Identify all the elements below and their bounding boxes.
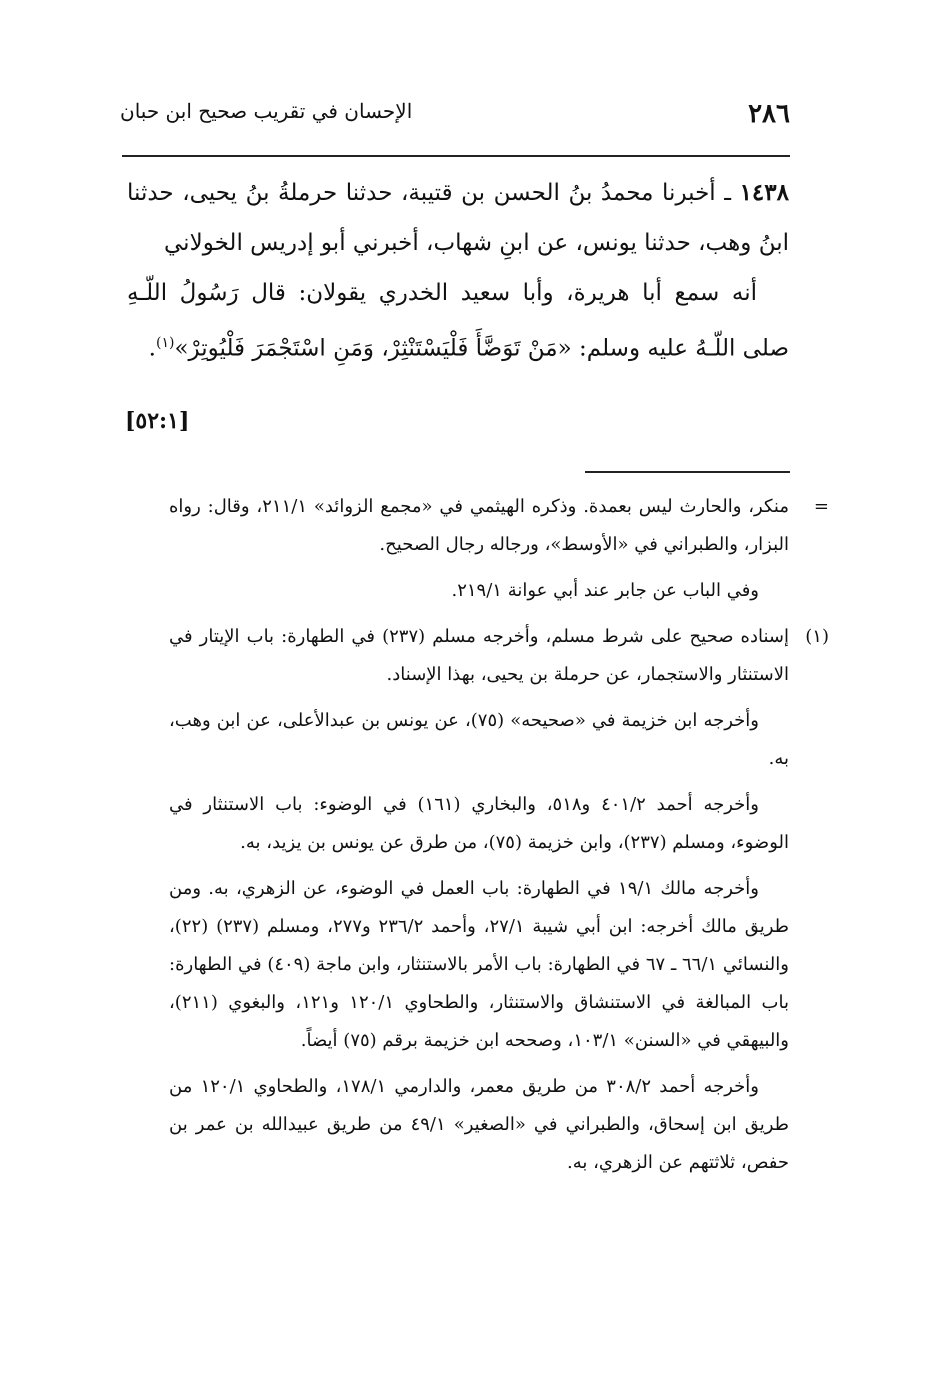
footnote-paragraph: إسناده صحيح على شرط مسلم، وأخرجه مسلم (٢٣٧) في الطهارة: باب الإيتار في الاستنثار والاستجمار، عن حرملة بن يحيى، بهذا الإسناد. [169, 626, 790, 685]
footnote-paragraph: وأخرجه أحمد ٤٠١/٢ و٥١٨، والبخاري (١٦١) في الوضوء: باب الاستنثار في الوضوء، ومسلم (٢٣٧)، وابن خزيمة (٧٥)، من طرق عن يونس بن يزيد، به. [169, 794, 789, 853]
footnote-paragraph: وأخرجه مالك ١٩/١ في الطهارة: باب العمل في الوضوء، عن الزهري، به. ومن طريق مالك أخرجه: ابن أبي شيبة ٢٧/١، وأحمد ٢٣٦/٢ و٢٧٧، ومسلم (٢٣٧) (٢٢)، والنسائي ٦٦/١ ـ ٦٧ في الطهارة: باب الأمر بالاستنثار، وابن ماجة (٤٠٩) في الطهارة: باب المبالغة في الاستنشاق والاستنثار، والطحاوي ١٢٠/١ و١٢١، والبغوي (٢١١)، والبيهقي في «السنن» ١٠٣/١، وصححه ابن خزيمة برقم (٧٥) أيضاً. [169, 878, 789, 1051]
page-header [120, 95, 792, 155]
footnote-ref: (١) [155, 335, 175, 351]
hadith-number: ١٤٣٨ [739, 179, 789, 206]
end-dot: . [148, 335, 156, 362]
matn-text: أنه سمع أبا هريرة، وأبا سعيد الخدري يقولان: قال رَسُولُ اللّـهِ صلى اللّـهُ عليه وسلم: «مَنْ تَوَضَّأَ فَلْيَسْتَنْثِرْ، وَمَنِ اسْتَجْمَرَ فَلْيُوتِرْ» [127, 280, 789, 362]
running-title: الإحسان في تقريب صحيح ابن حبان [120, 99, 413, 123]
hadith-text [127, 168, 789, 374]
footnote-1-marker: (١) [805, 626, 829, 647]
footnote-paragraph: وفي الباب عن جابر عند أبي عوانة ٢١٩/١. [451, 580, 759, 601]
footnote-continued [169, 488, 829, 610]
hadith-matn [127, 268, 789, 374]
hadith-isnad [127, 168, 789, 268]
footnotes [169, 488, 829, 1190]
header-rule [122, 155, 790, 157]
footnote-paragraph: وأخرجه أحمد ٣٠٨/٢ من طريق معمر، والدارمي ١٧٨/١، والطحاوي ١٢٠/١ من طريق ابن إسحاق، والطبراني في «الصغير» ٤٩/١ من طريق عبيدالله بن عمر بن حفص، ثلاثتهم عن الزهري، به. [169, 1076, 789, 1173]
volume-reference: [٥٢:١] [125, 408, 190, 434]
page-number: ٢٨٦ [748, 99, 790, 129]
continued-marker: = [813, 496, 829, 517]
footnote-paragraph: وأخرجه ابن خزيمة في «صحيحه» (٧٥)، عن يونس بن عبدالأعلى، عن ابن وهب، به. [169, 710, 789, 769]
footnote-paragraph: منكر، والحارث ليس بعمدة. وذكره الهيثمي في «مجمع الزوائد» ٢١١/١، وقال: رواه البزار، والطبراني في «الأوسط»، ورجاله رجال الصحيح. [169, 496, 789, 555]
footnote-rule [585, 471, 790, 473]
footnote-1 [169, 618, 829, 1182]
isnad-text: ـ أخبرنا محمدُ بنُ الحسن بن قتيبة، حدثنا حرملةُ بنُ يحيى، حدثنا ابنُ وهب، حدثنا يونس، عن ابنِ شهاب، أخبرني أبو إدريس الخولاني [127, 180, 789, 256]
